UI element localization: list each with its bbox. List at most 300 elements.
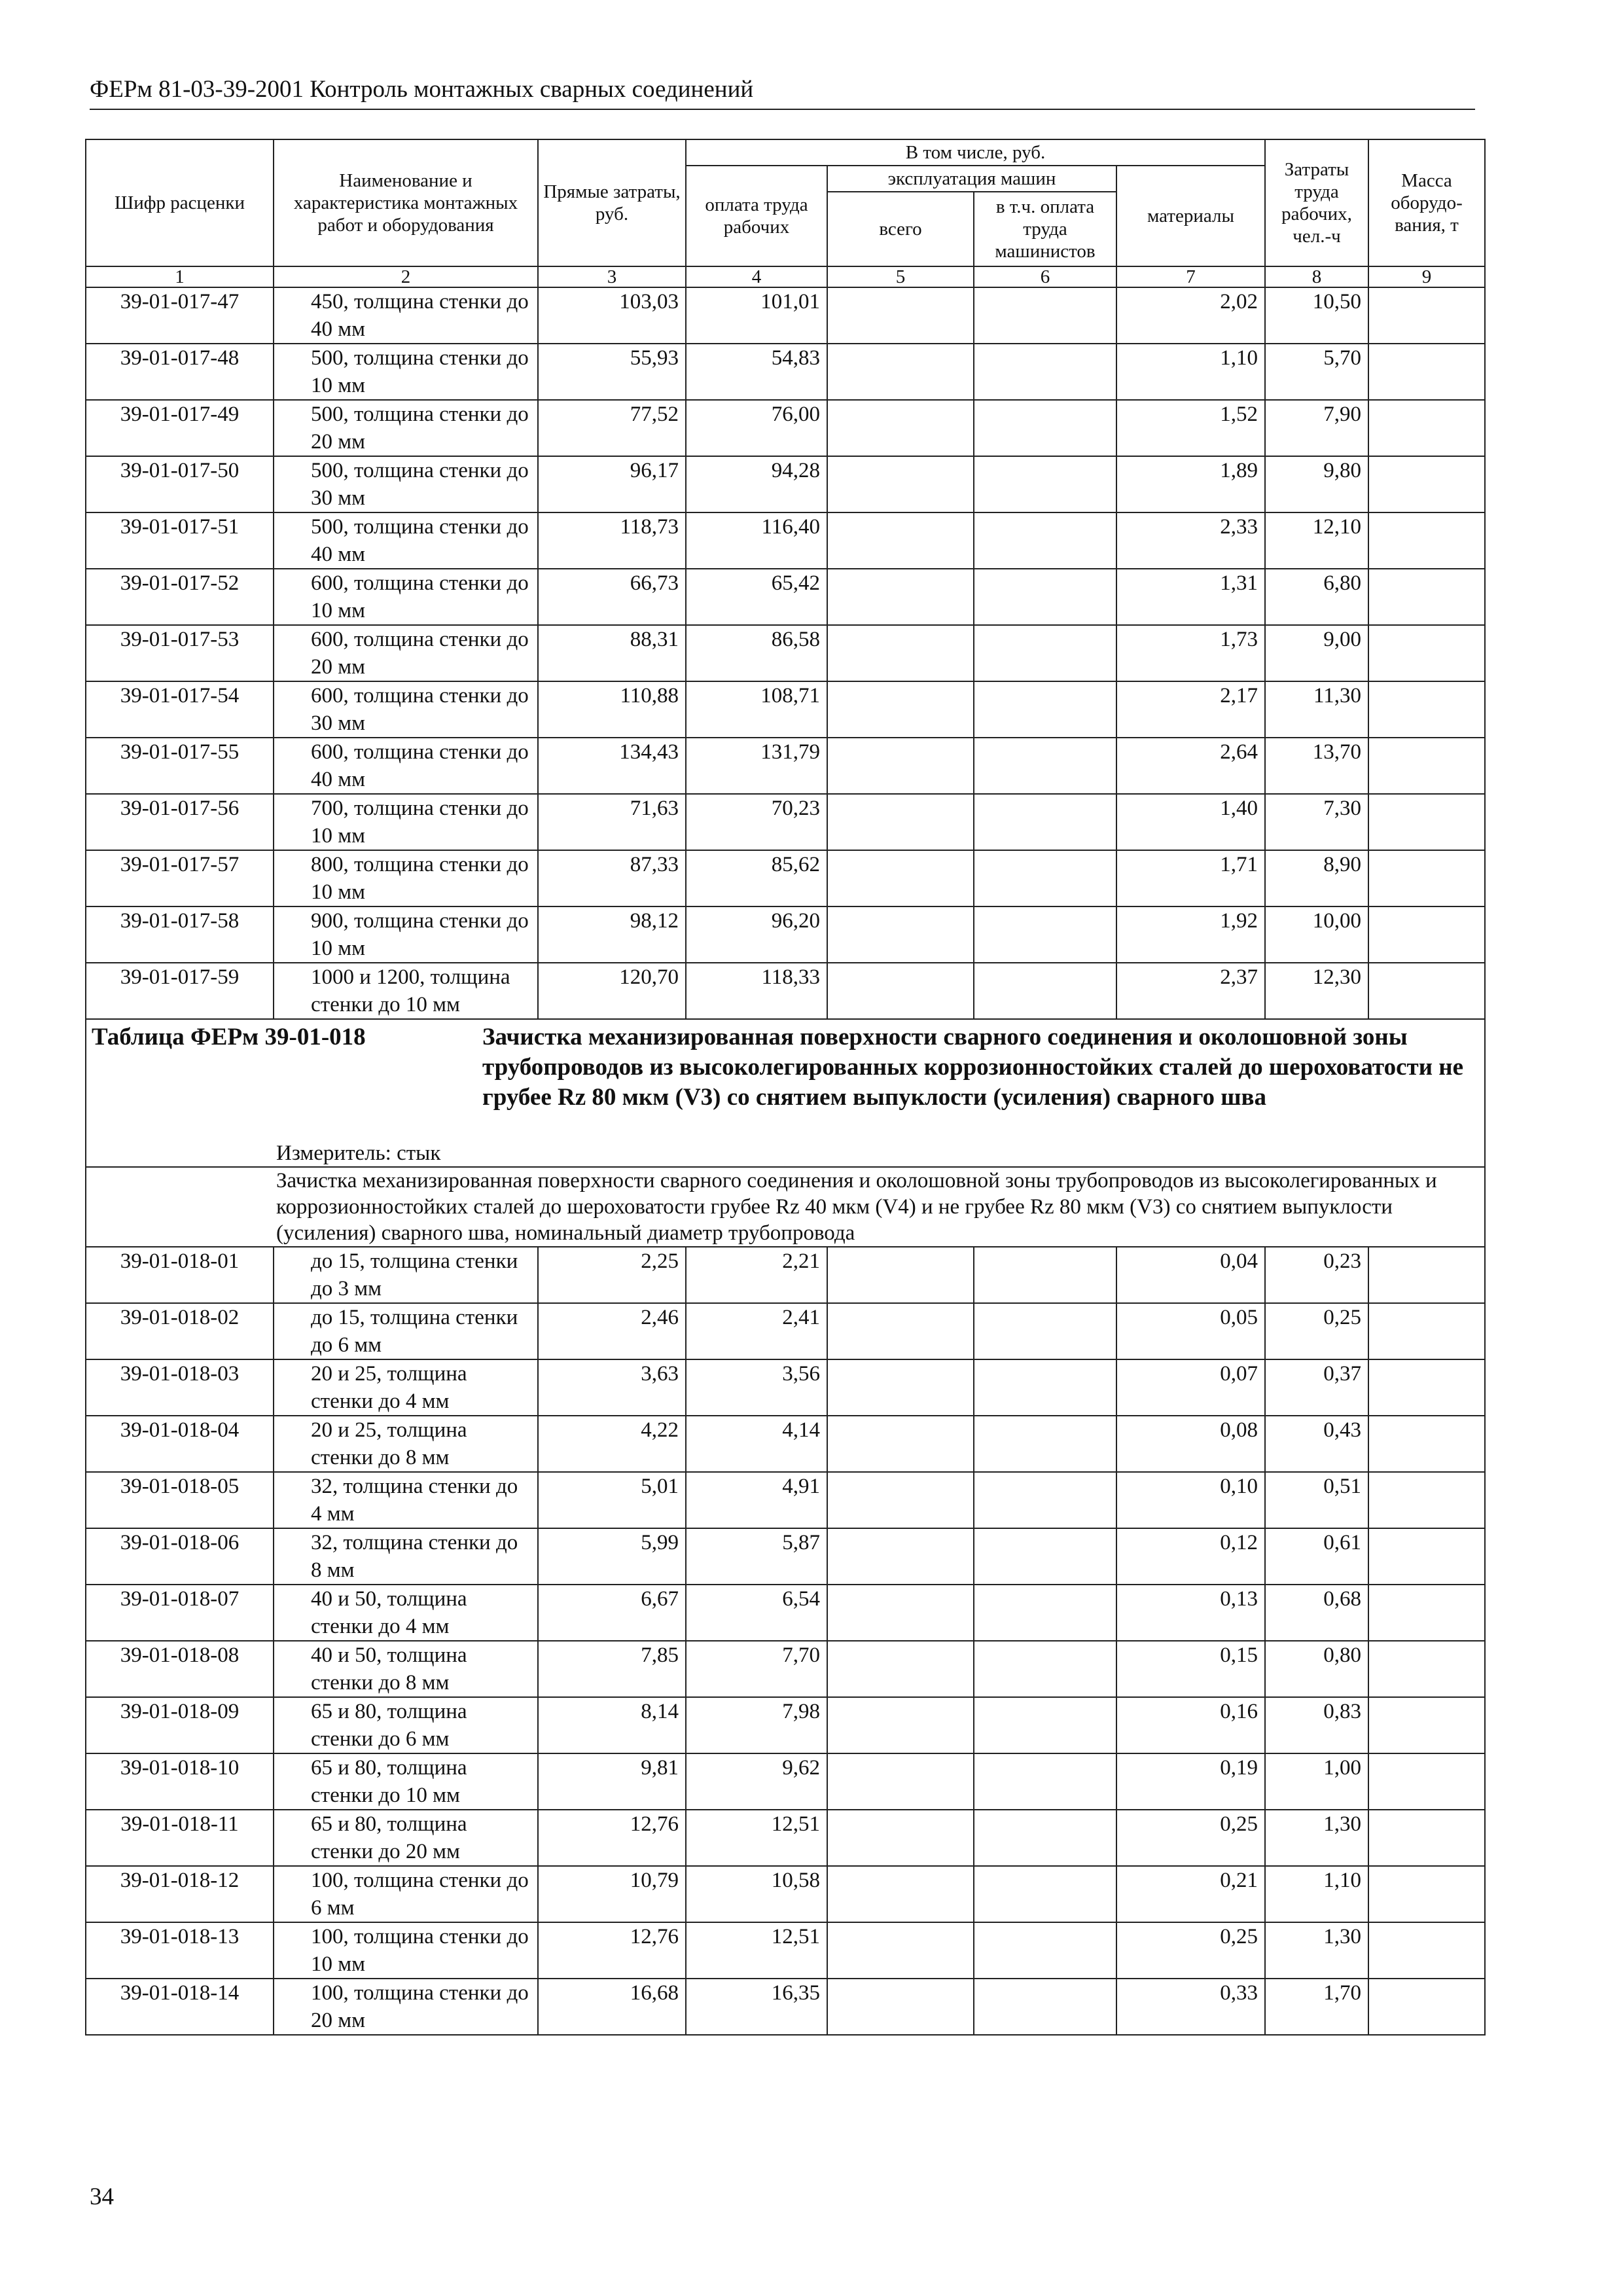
- machines-total-cell: [827, 1810, 974, 1866]
- labor-cell: 0,80: [1265, 1641, 1368, 1697]
- labor-cell: 0,68: [1265, 1585, 1368, 1641]
- labor-cell: 5,70: [1265, 344, 1368, 400]
- mass-cell: [1368, 1979, 1485, 2035]
- col-group-header: В том числе, руб.: [686, 139, 1265, 166]
- name-cell: до 15, толщина стенки до 6 мм: [274, 1303, 538, 1359]
- labor-cell: 11,30: [1265, 681, 1368, 738]
- labor-cell: 1,70: [1265, 1979, 1368, 2035]
- name-cell: 1000 и 1200, толщина стенки до 10 мм: [274, 963, 538, 1019]
- name-cell: 100, толщина стенки до 10 мм: [274, 1922, 538, 1979]
- labor-cell: 0,61: [1265, 1528, 1368, 1585]
- machines-total-cell: [827, 1528, 974, 1585]
- name-cell: 600, толщина стенки до 40 мм: [274, 738, 538, 794]
- code-cell: 39-01-017-47: [86, 287, 274, 344]
- wages-cell: 6,54: [686, 1585, 827, 1641]
- code-cell: 39-01-018-03: [86, 1359, 274, 1416]
- machines-total-cell: [827, 906, 974, 963]
- labor-cell: 1,00: [1265, 1753, 1368, 1810]
- machines-total-cell: [827, 1753, 974, 1810]
- materials-cell: 0,25: [1116, 1922, 1265, 1979]
- name-cell: 500, толщина стенки до 30 мм: [274, 456, 538, 512]
- table-row: [86, 569, 1485, 625]
- machines-wages-cell: [974, 794, 1116, 850]
- table-row: [86, 681, 1485, 738]
- code-cell: 39-01-018-12: [86, 1866, 274, 1922]
- col-machines-header: эксплуатация машин: [827, 166, 1116, 192]
- direct-cost-cell: 8,14: [538, 1697, 686, 1753]
- mass-cell: [1368, 1359, 1485, 1416]
- col-labor-header: Затраты труда рабочих, чел.-ч: [1265, 139, 1368, 266]
- materials-cell: 1,71: [1116, 850, 1265, 906]
- name-cell: 65 и 80, толщина стенки до 6 мм: [274, 1697, 538, 1753]
- labor-cell: 10,00: [1265, 906, 1368, 963]
- name-cell: 700, толщина стенки до 10 мм: [274, 794, 538, 850]
- direct-cost-cell: 6,67: [538, 1585, 686, 1641]
- col-code-header: Шифр расценки: [86, 139, 274, 266]
- direct-cost-cell: 7,85: [538, 1641, 686, 1697]
- machines-total-cell: [827, 738, 974, 794]
- machines-total-cell: [827, 1359, 974, 1416]
- mass-cell: [1368, 512, 1485, 569]
- code-cell: 39-01-018-10: [86, 1753, 274, 1810]
- direct-cost-cell: 110,88: [538, 681, 686, 738]
- name-cell: 600, толщина стенки до 20 мм: [274, 625, 538, 681]
- name-cell: 100, толщина стенки до 20 мм: [274, 1979, 538, 2035]
- machines-wages-cell: [974, 1866, 1116, 1922]
- machines-wages-cell: [974, 400, 1116, 456]
- mass-cell: [1368, 1922, 1485, 1979]
- code-cell: 39-01-018-06: [86, 1528, 274, 1585]
- mass-cell: [1368, 400, 1485, 456]
- col-materials-header: материалы: [1116, 166, 1265, 266]
- labor-cell: 0,51: [1265, 1472, 1368, 1528]
- materials-cell: 1,31: [1116, 569, 1265, 625]
- name-cell: 500, толщина стенки до 10 мм: [274, 344, 538, 400]
- mass-cell: [1368, 1247, 1485, 1303]
- table-row: [86, 906, 1485, 963]
- table-row: [86, 850, 1485, 906]
- name-cell: 20 и 25, толщина стенки до 8 мм: [274, 1416, 538, 1472]
- name-cell: 32, толщина стенки до 4 мм: [274, 1472, 538, 1528]
- column-number: 2: [274, 266, 538, 287]
- materials-cell: 0,19: [1116, 1753, 1265, 1810]
- direct-cost-cell: 2,25: [538, 1247, 686, 1303]
- section-heading-row: [86, 1019, 1485, 1167]
- direct-cost-cell: 5,01: [538, 1472, 686, 1528]
- labor-cell: 9,00: [1265, 625, 1368, 681]
- direct-cost-cell: 9,81: [538, 1753, 686, 1810]
- code-cell: 39-01-017-48: [86, 344, 274, 400]
- wages-cell: 94,28: [686, 456, 827, 512]
- wages-cell: 4,14: [686, 1416, 827, 1472]
- machines-wages-cell: [974, 344, 1116, 400]
- direct-cost-cell: 77,52: [538, 400, 686, 456]
- mass-cell: [1368, 794, 1485, 850]
- materials-cell: 0,25: [1116, 1810, 1265, 1866]
- direct-cost-cell: 88,31: [538, 625, 686, 681]
- wages-cell: 12,51: [686, 1810, 827, 1866]
- labor-cell: 0,83: [1265, 1697, 1368, 1753]
- machines-total-cell: [827, 287, 974, 344]
- section-description: Зачистка механизированная поверхности сварного соединения и околошовной зоны трубопроводов из высоколегированных и коррозионностойких сталей до шероховатости грубее Rz 40 мкм (V4) и не грубее Rz 80 мкм (V3) со снятием выпуклости (усиления) сварного шва, номинальный диаметр трубопровода: [276, 1169, 1437, 1245]
- section-meter: Измеритель: стык: [276, 1141, 441, 1165]
- column-number: 4: [686, 266, 827, 287]
- code-cell: 39-01-018-14: [86, 1979, 274, 2035]
- wages-cell: 96,20: [686, 906, 827, 963]
- table-row: [86, 287, 1485, 344]
- mass-cell: [1368, 344, 1485, 400]
- mass-cell: [1368, 569, 1485, 625]
- materials-cell: 0,16: [1116, 1697, 1265, 1753]
- mass-cell: [1368, 1416, 1485, 1472]
- code-cell: 39-01-017-50: [86, 456, 274, 512]
- machines-wages-cell: [974, 456, 1116, 512]
- page-number: 34: [90, 2183, 114, 2210]
- name-cell: до 15, толщина стенки до 3 мм: [274, 1247, 538, 1303]
- name-cell: 800, толщина стенки до 10 мм: [274, 850, 538, 906]
- wages-cell: 3,56: [686, 1359, 827, 1416]
- name-cell: 40 и 50, толщина стенки до 8 мм: [274, 1641, 538, 1697]
- machines-total-cell: [827, 456, 974, 512]
- materials-cell: 0,12: [1116, 1528, 1265, 1585]
- direct-cost-cell: 120,70: [538, 963, 686, 1019]
- direct-cost-cell: 66,73: [538, 569, 686, 625]
- mass-cell: [1368, 1585, 1485, 1641]
- code-cell: 39-01-018-11: [86, 1810, 274, 1866]
- column-number: 5: [827, 266, 974, 287]
- materials-cell: 0,05: [1116, 1303, 1265, 1359]
- materials-cell: 0,04: [1116, 1247, 1265, 1303]
- materials-cell: 1,10: [1116, 344, 1265, 400]
- labor-cell: 9,80: [1265, 456, 1368, 512]
- table-row: [86, 1359, 1485, 1416]
- machines-wages-cell: [974, 1528, 1116, 1585]
- machines-wages-cell: [974, 1585, 1116, 1641]
- mass-cell: [1368, 625, 1485, 681]
- table-row: [86, 1472, 1485, 1528]
- machines-wages-cell: [974, 1416, 1116, 1472]
- mass-cell: [1368, 681, 1485, 738]
- machines-total-cell: [827, 1416, 974, 1472]
- mass-cell: [1368, 1472, 1485, 1528]
- column-number: 3: [538, 266, 686, 287]
- wages-cell: 10,58: [686, 1866, 827, 1922]
- name-cell: 600, толщина стенки до 10 мм: [274, 569, 538, 625]
- machines-total-cell: [827, 569, 974, 625]
- wages-cell: 7,70: [686, 1641, 827, 1697]
- code-cell: 39-01-017-57: [86, 850, 274, 906]
- code-cell: 39-01-018-02: [86, 1303, 274, 1359]
- machines-total-cell: [827, 1247, 974, 1303]
- machines-wages-cell: [974, 1922, 1116, 1979]
- materials-cell: 0,33: [1116, 1979, 1265, 2035]
- mass-cell: [1368, 738, 1485, 794]
- machines-total-cell: [827, 625, 974, 681]
- section-label: Таблица ФЕРм 39-01-018: [92, 1024, 366, 1050]
- labor-cell: 7,30: [1265, 794, 1368, 850]
- labor-cell: 0,25: [1265, 1303, 1368, 1359]
- table-row: [86, 1416, 1485, 1472]
- table-row: [86, 738, 1485, 794]
- code-cell: 39-01-017-56: [86, 794, 274, 850]
- name-cell: 65 и 80, толщина стенки до 10 мм: [274, 1753, 538, 1810]
- machines-total-cell: [827, 512, 974, 569]
- direct-cost-cell: 118,73: [538, 512, 686, 569]
- table-row: [86, 794, 1485, 850]
- code-cell: 39-01-018-01: [86, 1247, 274, 1303]
- materials-cell: 2,02: [1116, 287, 1265, 344]
- code-cell: 39-01-018-07: [86, 1585, 274, 1641]
- wages-cell: 16,35: [686, 1979, 827, 2035]
- materials-cell: 2,37: [1116, 963, 1265, 1019]
- wages-cell: 12,51: [686, 1922, 827, 1979]
- labor-cell: 1,30: [1265, 1922, 1368, 1979]
- wages-cell: 5,87: [686, 1528, 827, 1585]
- mass-cell: [1368, 906, 1485, 963]
- machines-total-cell: [827, 794, 974, 850]
- materials-cell: 0,07: [1116, 1359, 1265, 1416]
- direct-cost-cell: 98,12: [538, 906, 686, 963]
- labor-cell: 10,50: [1265, 287, 1368, 344]
- mass-cell: [1368, 963, 1485, 1019]
- machines-wages-cell: [974, 1359, 1116, 1416]
- machines-wages-cell: [974, 1472, 1116, 1528]
- table-row: [86, 1979, 1485, 2035]
- labor-cell: 7,90: [1265, 400, 1368, 456]
- mass-cell: [1368, 850, 1485, 906]
- name-cell: 100, толщина стенки до 6 мм: [274, 1866, 538, 1922]
- name-cell: 32, толщина стенки до 8 мм: [274, 1528, 538, 1585]
- machines-total-cell: [827, 850, 974, 906]
- code-cell: 39-01-017-53: [86, 625, 274, 681]
- machines-wages-cell: [974, 906, 1116, 963]
- direct-cost-cell: 4,22: [538, 1416, 686, 1472]
- wages-cell: 76,00: [686, 400, 827, 456]
- section-title: Зачистка механизированная поверхности сварного соединения и околошовной зоны трубопроводов из высоколегированных коррозионностойких сталей до шероховатости не грубее Rz 80 мкм (V3) со снятием выпуклости (усиления) сварного шва: [482, 1024, 1464, 1111]
- wages-cell: 101,01: [686, 287, 827, 344]
- machines-total-cell: [827, 400, 974, 456]
- mass-cell: [1368, 287, 1485, 344]
- machines-wages-cell: [974, 569, 1116, 625]
- machines-total-cell: [827, 1697, 974, 1753]
- mass-cell: [1368, 1641, 1485, 1697]
- table-row: [86, 1247, 1485, 1303]
- table-row: [86, 625, 1485, 681]
- labor-cell: 12,10: [1265, 512, 1368, 569]
- materials-cell: 2,64: [1116, 738, 1265, 794]
- wages-cell: 9,62: [686, 1753, 827, 1810]
- machines-total-cell: [827, 1585, 974, 1641]
- mass-cell: [1368, 1697, 1485, 1753]
- materials-cell: 1,89: [1116, 456, 1265, 512]
- materials-cell: 1,92: [1116, 906, 1265, 963]
- code-cell: 39-01-018-09: [86, 1697, 274, 1753]
- machines-total-cell: [827, 1866, 974, 1922]
- machines-total-cell: [827, 963, 974, 1019]
- table-row: [86, 1303, 1485, 1359]
- col-name-header: Наименование и характеристика монтажных работ и оборудования: [274, 139, 538, 266]
- col-direct-header: Прямые затраты, руб.: [538, 139, 686, 266]
- labor-cell: 0,37: [1265, 1359, 1368, 1416]
- materials-cell: 2,33: [1116, 512, 1265, 569]
- wages-cell: 85,62: [686, 850, 827, 906]
- direct-cost-cell: 71,63: [538, 794, 686, 850]
- labor-cell: 6,80: [1265, 569, 1368, 625]
- labor-cell: 1,10: [1265, 1866, 1368, 1922]
- machines-wages-cell: [974, 1810, 1116, 1866]
- direct-cost-cell: 134,43: [538, 738, 686, 794]
- machines-total-cell: [827, 1922, 974, 1979]
- labor-cell: 13,70: [1265, 738, 1368, 794]
- table-row: [86, 1528, 1485, 1585]
- machines-wages-cell: [974, 738, 1116, 794]
- labor-cell: 0,23: [1265, 1247, 1368, 1303]
- machines-total-cell: [827, 681, 974, 738]
- code-cell: 39-01-017-49: [86, 400, 274, 456]
- machines-wages-cell: [974, 287, 1116, 344]
- direct-cost-cell: 3,63: [538, 1359, 686, 1416]
- col-mass-header: Масса оборудо-вания, т: [1368, 139, 1485, 266]
- direct-cost-cell: 96,17: [538, 456, 686, 512]
- labor-cell: 0,43: [1265, 1416, 1368, 1472]
- mass-cell: [1368, 1753, 1485, 1810]
- mass-cell: [1368, 1303, 1485, 1359]
- direct-cost-cell: 87,33: [538, 850, 686, 906]
- materials-cell: 0,08: [1116, 1416, 1265, 1472]
- page-header: ФЕРм 81-03-39-2001 Контроль монтажных сварных соединений: [90, 75, 1475, 110]
- wages-cell: 116,40: [686, 512, 827, 569]
- name-cell: 450, толщина стенки до 40 мм: [274, 287, 538, 344]
- machines-wages-cell: [974, 625, 1116, 681]
- direct-cost-cell: 16,68: [538, 1979, 686, 2035]
- materials-cell: 0,10: [1116, 1472, 1265, 1528]
- table-row: [86, 400, 1485, 456]
- machines-total-cell: [827, 1472, 974, 1528]
- table-row: [86, 1922, 1485, 1979]
- code-cell: 39-01-017-55: [86, 738, 274, 794]
- wages-cell: 4,91: [686, 1472, 827, 1528]
- direct-cost-cell: 12,76: [538, 1810, 686, 1866]
- direct-cost-cell: 103,03: [538, 287, 686, 344]
- machines-wages-cell: [974, 681, 1116, 738]
- mass-cell: [1368, 1810, 1485, 1866]
- col-wages-header: оплата труда рабочих: [686, 166, 827, 266]
- col-machines-wages-header: в т.ч. оплата труда машинистов: [974, 192, 1116, 266]
- table-row: [86, 344, 1485, 400]
- wages-cell: 131,79: [686, 738, 827, 794]
- labor-cell: 1,30: [1265, 1810, 1368, 1866]
- code-cell: 39-01-017-54: [86, 681, 274, 738]
- wages-cell: 54,83: [686, 344, 827, 400]
- table-row: [86, 1697, 1485, 1753]
- materials-cell: 0,21: [1116, 1866, 1265, 1922]
- table-row: [86, 1810, 1485, 1866]
- code-cell: 39-01-017-59: [86, 963, 274, 1019]
- column-number: 1: [86, 266, 274, 287]
- mass-cell: [1368, 1866, 1485, 1922]
- column-number: 8: [1265, 266, 1368, 287]
- table-row: [86, 456, 1485, 512]
- column-numbers-row: [86, 266, 1485, 287]
- machines-wages-cell: [974, 1753, 1116, 1810]
- labor-cell: 12,30: [1265, 963, 1368, 1019]
- materials-cell: 2,17: [1116, 681, 1265, 738]
- wages-cell: 2,41: [686, 1303, 827, 1359]
- wages-cell: 108,71: [686, 681, 827, 738]
- table-row: [86, 1585, 1485, 1641]
- code-cell: 39-01-017-58: [86, 906, 274, 963]
- code-cell: 39-01-017-52: [86, 569, 274, 625]
- table-row: [86, 1641, 1485, 1697]
- direct-cost-cell: 10,79: [538, 1866, 686, 1922]
- name-cell: 600, толщина стенки до 30 мм: [274, 681, 538, 738]
- machines-total-cell: [827, 344, 974, 400]
- machines-wages-cell: [974, 850, 1116, 906]
- machines-wages-cell: [974, 1641, 1116, 1697]
- mass-cell: [1368, 456, 1485, 512]
- name-cell: 20 и 25, толщина стенки до 4 мм: [274, 1359, 538, 1416]
- direct-cost-cell: 55,93: [538, 344, 686, 400]
- materials-cell: 1,73: [1116, 625, 1265, 681]
- machines-wages-cell: [974, 512, 1116, 569]
- materials-cell: 0,13: [1116, 1585, 1265, 1641]
- direct-cost-cell: 2,46: [538, 1303, 686, 1359]
- code-cell: 39-01-018-04: [86, 1416, 274, 1472]
- wages-cell: 86,58: [686, 625, 827, 681]
- name-cell: 500, толщина стенки до 20 мм: [274, 400, 538, 456]
- mass-cell: [1368, 1528, 1485, 1585]
- code-cell: 39-01-018-05: [86, 1472, 274, 1528]
- name-cell: 900, толщина стенки до 10 мм: [274, 906, 538, 963]
- table-row: [86, 1866, 1485, 1922]
- rates-table: [85, 139, 1486, 2036]
- name-cell: 65 и 80, толщина стенки до 20 мм: [274, 1810, 538, 1866]
- section-description-row: [86, 1167, 1485, 1247]
- column-number: 6: [974, 266, 1116, 287]
- direct-cost-cell: 5,99: [538, 1528, 686, 1585]
- machines-wages-cell: [974, 1303, 1116, 1359]
- col-machines-total-header: всего: [827, 192, 974, 266]
- wages-cell: 7,98: [686, 1697, 827, 1753]
- wages-cell: 2,21: [686, 1247, 827, 1303]
- machines-total-cell: [827, 1303, 974, 1359]
- table-row: [86, 512, 1485, 569]
- name-cell: 500, толщина стенки до 40 мм: [274, 512, 538, 569]
- direct-cost-cell: 12,76: [538, 1922, 686, 1979]
- column-number: 7: [1116, 266, 1265, 287]
- machines-total-cell: [827, 1641, 974, 1697]
- code-cell: 39-01-018-13: [86, 1922, 274, 1979]
- materials-cell: 0,15: [1116, 1641, 1265, 1697]
- machines-wages-cell: [974, 1697, 1116, 1753]
- table-row: [86, 1753, 1485, 1810]
- materials-cell: 1,40: [1116, 794, 1265, 850]
- machines-wages-cell: [974, 963, 1116, 1019]
- code-cell: 39-01-018-08: [86, 1641, 274, 1697]
- column-number: 9: [1368, 266, 1485, 287]
- table-row: [86, 963, 1485, 1019]
- name-cell: 40 и 50, толщина стенки до 4 мм: [274, 1585, 538, 1641]
- labor-cell: 8,90: [1265, 850, 1368, 906]
- code-cell: 39-01-017-51: [86, 512, 274, 569]
- machines-total-cell: [827, 1979, 974, 2035]
- wages-cell: 118,33: [686, 963, 827, 1019]
- wages-cell: 65,42: [686, 569, 827, 625]
- wages-cell: 70,23: [686, 794, 827, 850]
- machines-wages-cell: [974, 1247, 1116, 1303]
- materials-cell: 1,52: [1116, 400, 1265, 456]
- machines-wages-cell: [974, 1979, 1116, 2035]
